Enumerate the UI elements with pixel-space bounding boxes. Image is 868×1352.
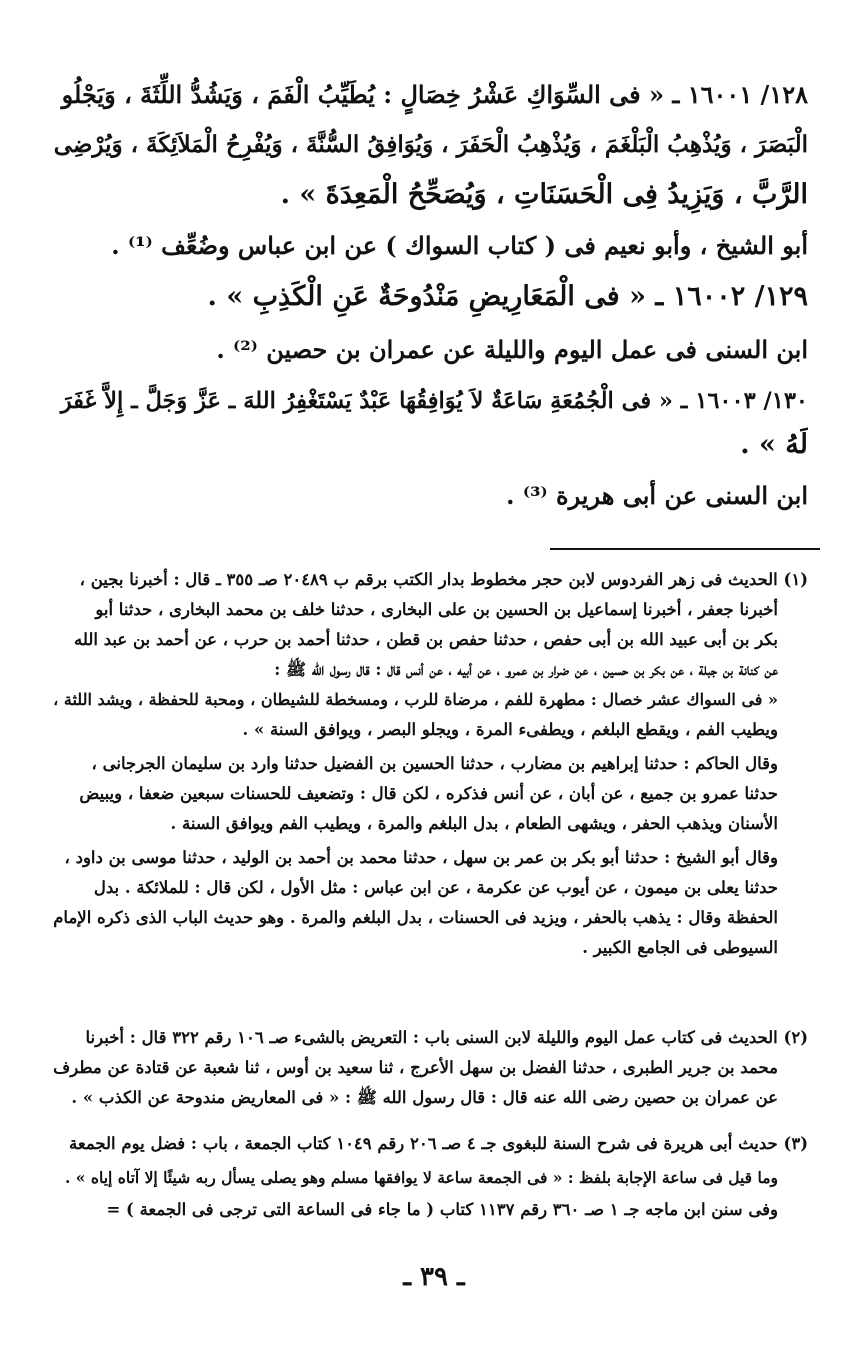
footnote-1-line: (١) الحديث فى زهر الفردوس لابن حجر مخطوط بدار الكتب برقم ب ٢٠٤٨٩ صـ ٣٥٥ ـ قال : أخبرنا بجين ، (79, 570, 808, 589)
footnote-2-line: محمد بن جرير الطبرى ، حدثنا الفضل بن سهل الأعرج ، ثنا سعيد بن أوس ، ثنا شعبة عن قتادة عن مطرف (53, 1058, 778, 1077)
footnote-1-line: حدثنا يعلى بن ميمون ، عن أيوب عن عكرمة ، عن ابن عباس : مثل الأول ، لكن قال : للملائكة . بدل (93, 878, 778, 897)
footnote-separator (550, 548, 820, 550)
footnote-3-line: وفى سنن ابن ماجه جـ ١ صـ ٣٦٠ رقم ١١٣٧ كتاب ( ما جاء فى الساعة التى ترجى فى الجمعة ) = (106, 1200, 778, 1219)
footnote-2-line: (٢) الحديث فى كتاب عمل اليوم والليلة لابن السنى باب : التعريض بالشىء صـ ١٠٦ رقم ٣٢٢ قال : أخبرنا (85, 1028, 808, 1047)
footnote-3-line: وما قيل فى ساعة الإجابة بلفظ : « فى الجمعة ساعة لا يوافقها مسلم وهو يصلى يسأل ربه شيئًا إلا آتاه إياه » . (65, 1168, 778, 1187)
footnote-1-line: « فى السواك عشر خصال : مطهرة للفم ، مرضاة للرب ، ومسخطة للشيطان ، ومحبة للحفظة ، ويشد اللثة ، (53, 690, 778, 709)
hadith-129-line-1: ١٢٩/ ١٦٠٠٢ ـ « فى الْمَعَارِيضِ مَنْدُوحَةٌ عَنِ الْكَذِبِ » . (207, 281, 808, 312)
hadith-130-source: ابن السنى عن أبى هريرة ⁽³⁾ . (506, 481, 808, 510)
footnote-3-line: (٣) حديث أبى هريرة فى شرح السنة للبغوى جـ ٤ صـ ٢٠٦ رقم ١٠٤٩ كتاب الجمعة ، باب : فضل يوم الجمعة (69, 1134, 808, 1153)
footnote-1-line: عن كنانة بن جبلة ، عن بكر بن حسين ، عن ضرار بن عمرو ، عن أبيه ، عن أنس قال : قال رسول الله ﷺ : (274, 660, 778, 679)
hadith-128-line-1: ١٢٨/ ١٦٠٠١ ـ « فى السِّوَاكِ عَشْرُ خِصَالٍ : يُطَيِّبُ الْفَمَ ، وَيَشُدُّ اللِّثَةَ ، وَيَجْلُو (61, 80, 808, 109)
footnote-1-line: حدثنا عمرو بن جميع ، عن أبان ، عن أنس فذكره ، لكن قال : وتضعيف للحسنات سبعين ضعفا ، ويبيض (79, 784, 778, 803)
hadith-130-line-2: لَهُ » . (740, 429, 808, 460)
footnote-1-line: أخبرنا جعفر ، أخبرنا إسماعيل بن الحسين بن على البخارى ، حدثنا خلف بن محمد البخارى ، حدثنا أبو (95, 600, 778, 619)
footnote-1-line: وقال الحاكم : حدثنا إبراهيم بن مضارب ، حدثنا الحسين بن الفضيل حدثنا وارد بن سليمان الجرجانى ، (91, 754, 778, 773)
footnote-1-line: ويطيب الفم ، ويقطع البلغم ، ويطفىء المرة ، ويجلو البصر ، ويوافق السنة » . (242, 720, 778, 739)
footnote-1-line: السيوطى فى الجامع الكبير . (582, 938, 778, 957)
hadith-130-line-1: ١٣٠/ ١٦٠٠٣ ـ « فى الْجُمُعَةِ سَاعَةٌ لاَ يُوَافِقُهَا عَبْدٌ يَسْتَغْفِرُ اللهَ ـ عَزَّ وَجَلَّ ـ إِلاَّ غَفَرَ (60, 388, 808, 414)
hadith-129-source: ابن السنى فى عمل اليوم والليلة عن عمران بن حصين ⁽²⁾ . (216, 335, 808, 364)
footnote-1-line: وقال أبو الشيخ : حدثنا أبو بكر بن عمر بن سهل ، حدثنا محمد بن أحمد بن الوليد ، حدثنا موسى بن داود ، (64, 848, 778, 867)
footnote-1-line: الأسنان ويذهب الحفر ، ويشهى الطعام ، بدل البلغم والمرة ، ويطيب الفم ويوافق السنة . (170, 814, 778, 833)
hadith-128-line-3: الرَّبَّ ، وَيَزِيدُ فِى الْحَسَنَاتِ ، وَيُصَحِّحُ الْمَعِدَةَ » . (280, 179, 808, 210)
footnote-2-line: عن عمران بن حصين رضى الله عنه قال : قال رسول الله ﷺ : « فى المعاريض مندوحة عن الكذب » . (71, 1088, 778, 1107)
footnote-1-line: بكر بن أبى عبيد الله بن أبى حفص ، حدثنا حفص بن قطن ، حدثنا أحمد بن حرب ، عن أحمد بن عبد الله (74, 630, 778, 649)
footnote-1-line: الحفظة وقال : يذهب بالحفر ، ويزيد فى الحسنات ، بدل البلغم والمرة . وهو حديث الباب الذى ذكره الإمام (53, 908, 778, 927)
hadith-128-line-2: الْبَصَرَ ، وَيُذْهِبُ الْبَلْغَمَ ، وَيُذْهِبُ الْحَفَرَ ، وَيُوَافِقُ السُّنَّةَ ، وَيُفْرِحُ الْمَلاَئِكَةَ ، وَيُرْضِى (53, 131, 808, 158)
hadith-128-source: أبو الشيخ ، وأبو نعيم فى ( كتاب السواك ) عن ابن عباس وضُعِّف ⁽¹⁾ . (111, 231, 808, 260)
page-number: ـ ٣٩ ـ (403, 1262, 465, 1292)
